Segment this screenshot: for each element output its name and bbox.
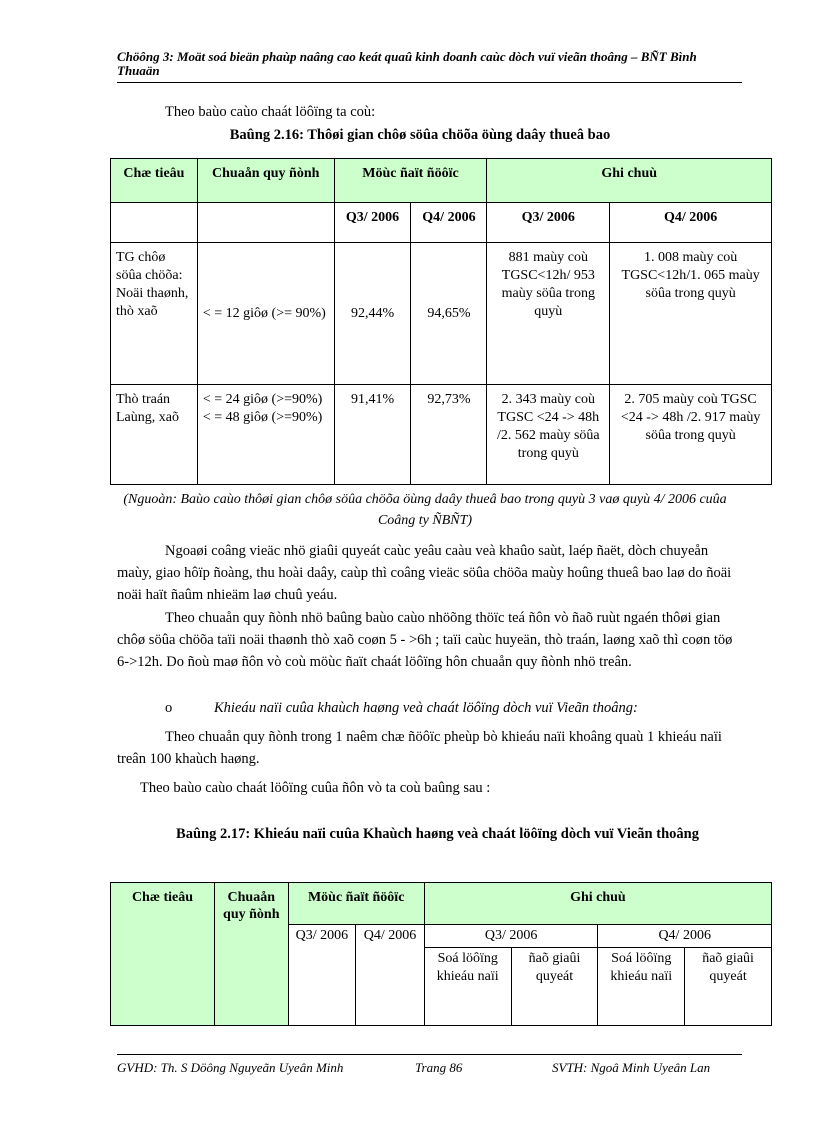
footer-student: SVTH: Ngoâ Minh Uyeân Lan xyxy=(552,1060,711,1075)
row2-q4-note: 2. 705 maùy coù TGSC <24 -> 48h /2. 917 maùy söûa trong quyù xyxy=(610,385,772,485)
sub-header-q4-group: Q4/ 2006 xyxy=(598,925,772,948)
col-header-notes: Ghi chuù xyxy=(424,883,771,925)
row2-q3-value: 91,41% xyxy=(334,385,411,485)
q4-complaint-count-header: Soá löôïng khieáu naïi xyxy=(598,948,685,1026)
bullet-mark: o xyxy=(165,700,173,716)
q4-resolved-header: ñaõ giaûi quyeát xyxy=(685,948,772,1026)
row1-q3-note: 881 maùy coù TGSC<12h/ 953 maùy söûa trong quyù xyxy=(487,243,610,385)
sub-header-q4-notes: Q4/ 2006 xyxy=(610,203,772,243)
row1-q3-value: 92,44% xyxy=(334,243,411,385)
footer-divider xyxy=(117,1054,742,1055)
sub-header-q3-group: Q3/ 2006 xyxy=(424,925,598,948)
table1-caption: Baûng 2.16: Thôøi gian chôø söûa chöõa öùng daây thueâ bao xyxy=(229,127,611,143)
col-header-achieved: Möùc ñaït ñöôïc xyxy=(288,883,424,925)
footer-page-number: Trang 86 xyxy=(415,1060,463,1075)
header-divider xyxy=(117,82,742,83)
row1-criteria: TG chôø söûa chöõa: Noäi thaønh, thò xaõ xyxy=(111,243,198,385)
col-header-standard: Chuaån quy ñònh xyxy=(197,159,334,203)
sub-header-q3: Q3/ 2006 xyxy=(334,203,411,243)
sub-header-q4: Q4/ 2006 xyxy=(356,925,425,1026)
table2-caption: Baûng 2.17: Khieáu naïi cuûa Khaùch haøng veà chaát löôïng dòch vuï Vieãn thoâng xyxy=(176,826,699,842)
footer-advisor: GVHD: Th. S Döông Nguyeãn Uyeân Minh xyxy=(117,1060,344,1075)
page-header: Chöông 3: Moät soá bieän phaùp naâng cao keát quaû kinh doanh caùc dòch vuï vieãn thoâng – BÑT Bình Thuaän xyxy=(117,49,697,78)
row2-standard-line2: < = 48 giôø (>=90%) xyxy=(202,410,323,425)
row1-q4-value: 94,65% xyxy=(411,243,487,385)
bullet-heading: Khieáu naïi cuûa khaùch haøng veà chaát löôïng dòch vuï Vieãn thoâng: xyxy=(214,700,638,716)
row2-q3-note: 2. 343 maùy coù TGSC <24 -> 48h /2. 562 maùy söûa trong quyù xyxy=(487,385,610,485)
row1-q4-note: 1. 008 maùy coù TGSC<12h/1. 065 maùy söûa trong quyù xyxy=(610,243,772,385)
sub-header-q3-notes: Q3/ 2006 xyxy=(487,203,610,243)
empty-cell xyxy=(111,203,198,243)
empty-cell xyxy=(197,203,334,243)
table-customer-complaints xyxy=(110,882,772,1026)
row1-standard: < = 12 giôø (>= 90%) xyxy=(197,243,334,385)
col-header-notes: Ghi chuù xyxy=(487,159,772,203)
sub-header-q4: Q4/ 2006 xyxy=(411,203,487,243)
col-header-criteria: Chæ tieâu xyxy=(111,883,215,1026)
col-header-standard: Chuaån quy ñònh xyxy=(214,883,288,1026)
row2-q4-value: 92,73% xyxy=(411,385,487,485)
paragraph-report: Theo baùo caùo chaát löôïng cuûa ñôn vò ta coù baûng sau : xyxy=(140,780,491,796)
row2-standard-line1: < = 24 giôø (>=90%) xyxy=(202,392,323,407)
paragraph-standard: Theo chuaån quy ñònh nhö baûng baùo caùo nhöõng thöïc teá ñôn vò ñaõ ruùt ngaén thôøi gian chôø söûa chöõa taïi noäi thaønh thò xaõ coøn 5 - >6h ; taïi caùc huyeän, thò traán, laøng xaõ thì coøn töø 6->12h. Do ñoù maø ñôn vò coù möùc ñaït chaát löôïng hôn chuaån quy ñònh nhö treân. xyxy=(117,610,733,670)
row2-standard xyxy=(197,385,334,485)
q3-resolved-header: ñaõ giaûi quyeát xyxy=(511,948,598,1026)
table-repair-wait-time xyxy=(110,158,772,485)
sub-header-q3: Q3/ 2006 xyxy=(288,925,356,1026)
paragraph-complaint-standard: Theo chuaån quy ñònh trong 1 naêm chæ ñöôïc pheùp bò khieáu naïi khoâng quaù 1 khieáu naïi treân 100 khaùch haøng. xyxy=(117,729,722,767)
row2-criteria: Thò traán Laùng, xaõ xyxy=(111,385,198,485)
col-header-achieved: Möùc ñaït ñöôïc xyxy=(334,159,487,203)
col-header-criteria: Chæ tieâu xyxy=(111,159,198,203)
table1-source: (Nguoàn: Baùo caùo thôøi gian chôø söûa chöõa öùng daây thueâ bao trong quyù 3 vaø quyù 4/ 2006 cuûa Coâng ty ÑBÑT) xyxy=(123,492,727,528)
intro-paragraph: Theo baùo caùo chaát löôïng ta coù: xyxy=(165,104,376,120)
paragraph-repair-work: Ngoaøi coâng vieäc nhö giaûi quyeát caùc yeâu caàu veà khaûo saùt, laép ñaët, dòch chuyeån maùy, giao hôïp ñoàng, thu hoài daây, caùp thì coâng vieäc söûa chöõa maùy hoûng thueâ bao laø do ñoäi noäi haït ñaûm nhieäm laø chuû yeáu. xyxy=(117,543,732,603)
q3-complaint-count-header: Soá löôïng khieáu naïi xyxy=(424,948,511,1026)
